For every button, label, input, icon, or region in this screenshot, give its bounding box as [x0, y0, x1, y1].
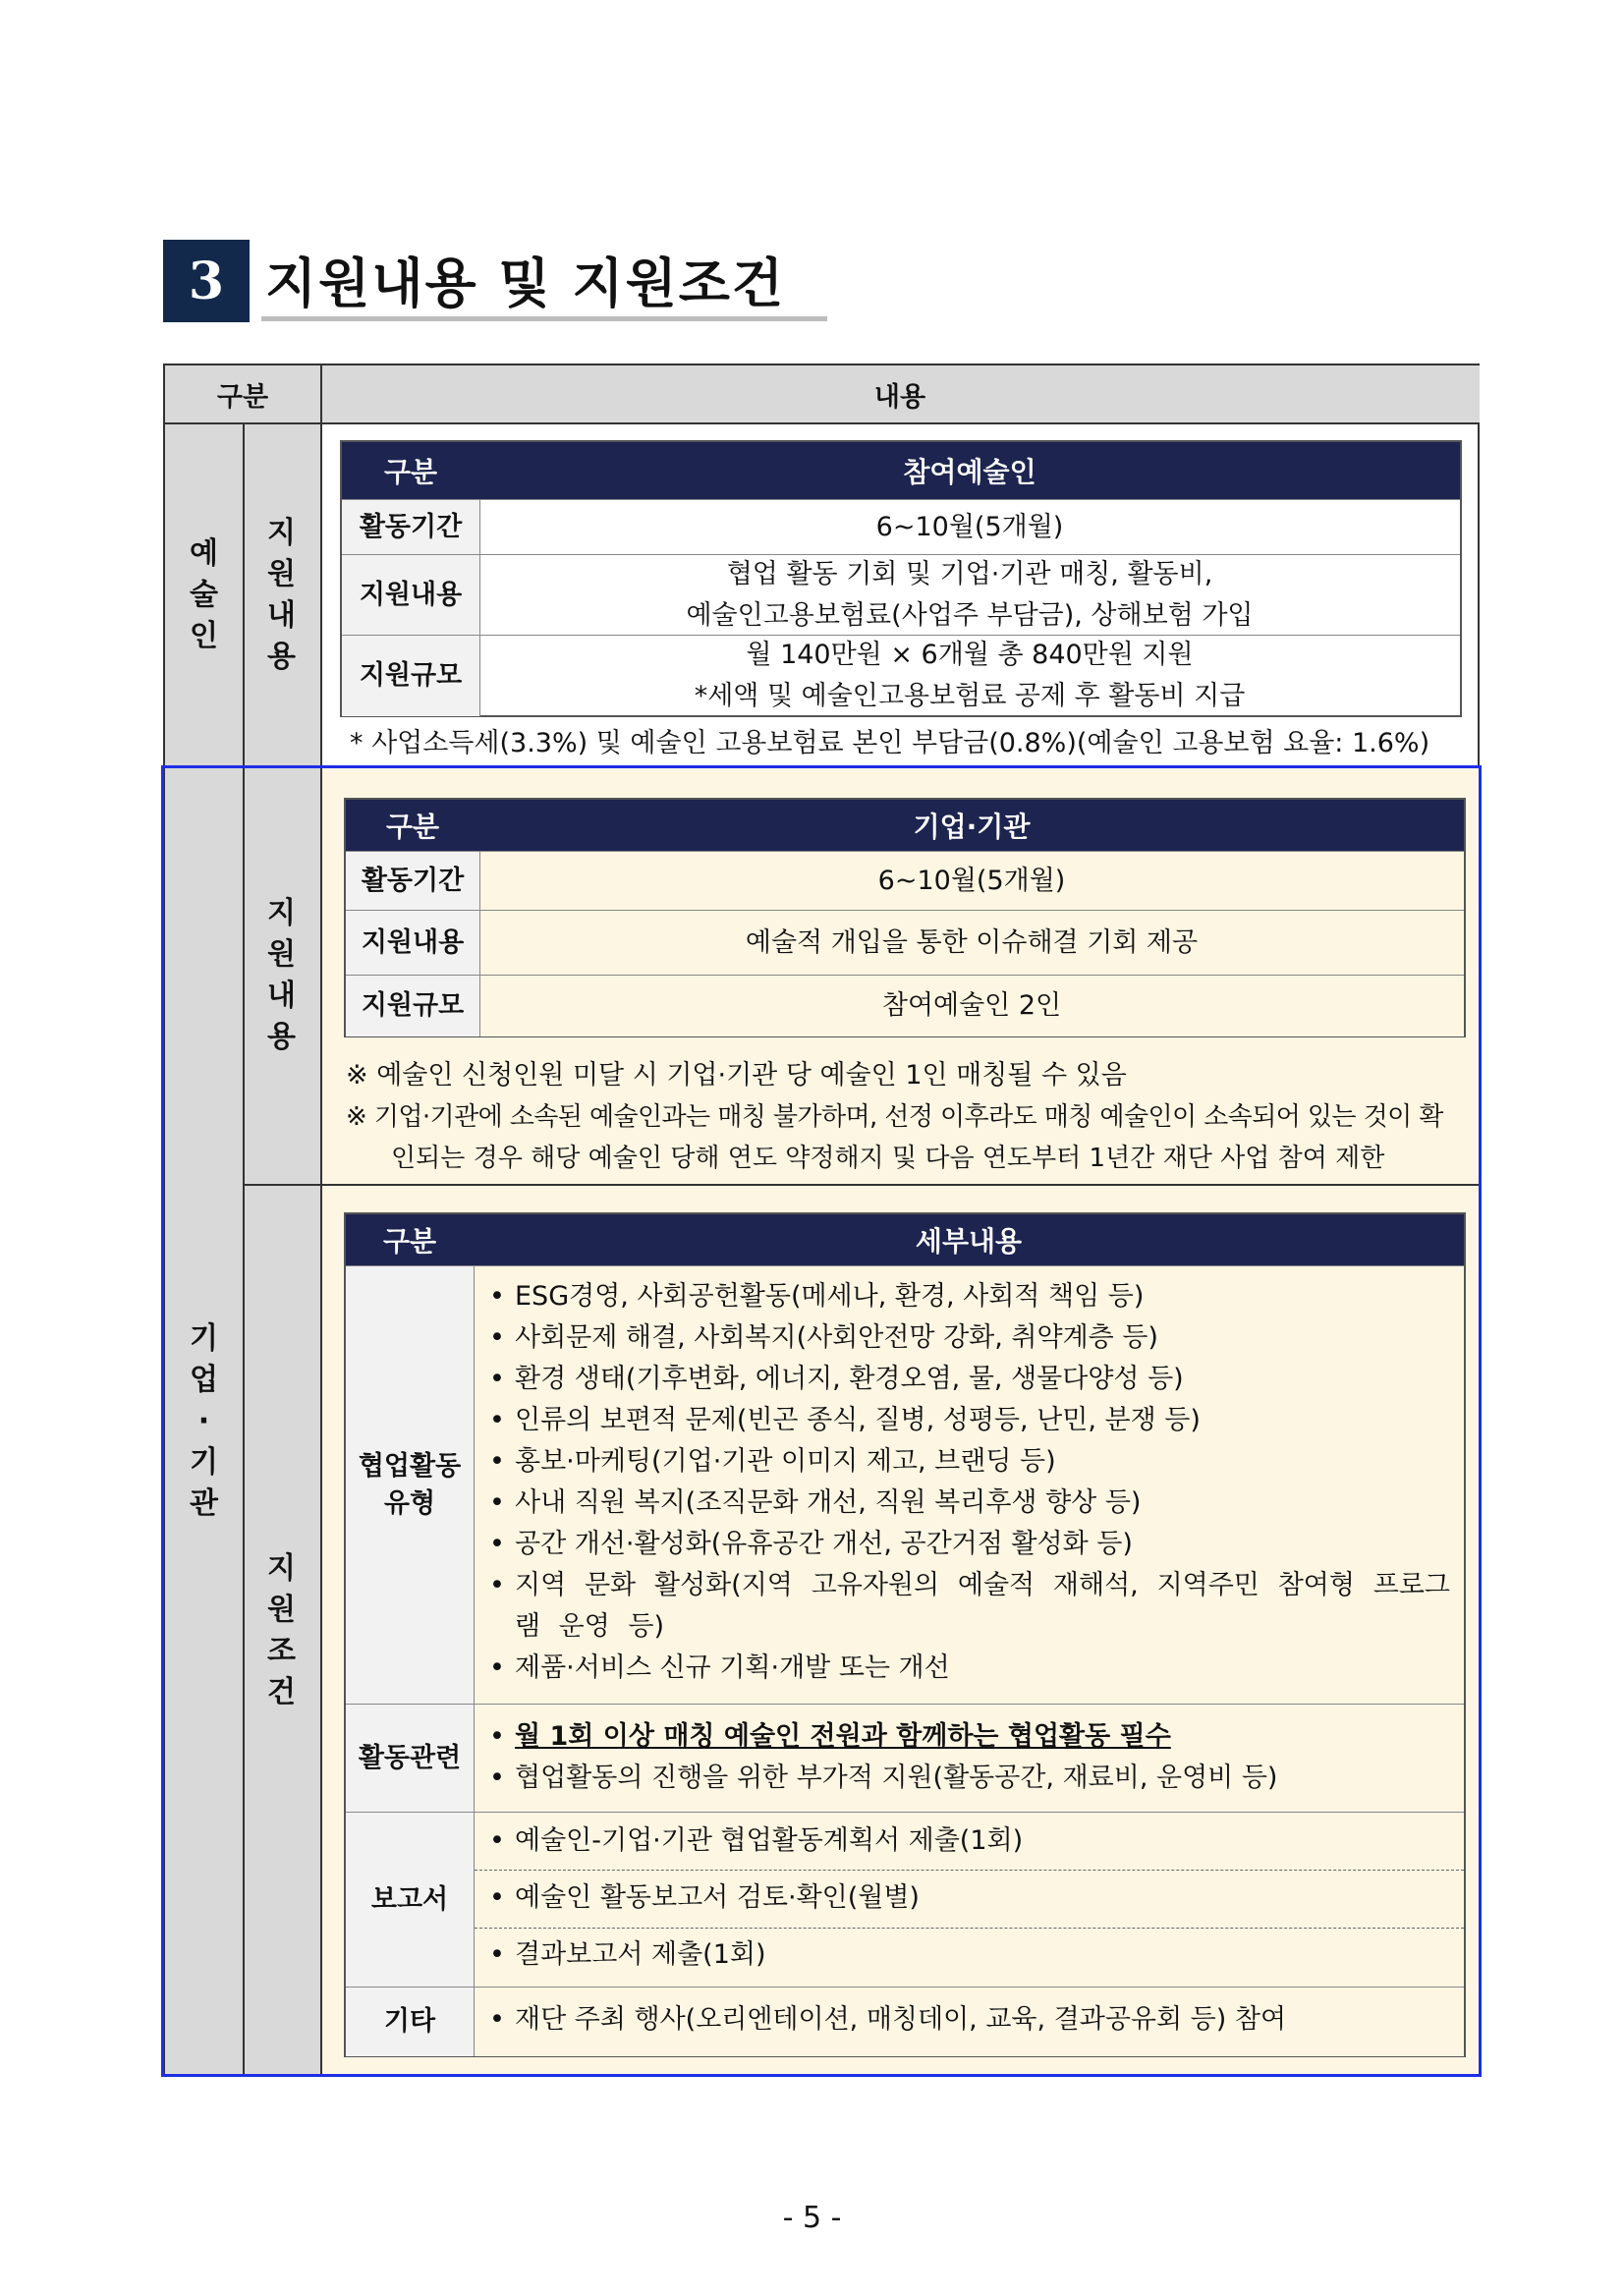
activity-list	[487, 1716, 1450, 1799]
collab-type-label: 협업활동 유형	[346, 1266, 475, 1705]
company-conditions-table	[344, 1212, 1466, 2057]
section-number: 3	[163, 240, 250, 322]
list-item: • 예술인 활동보고서 검토·확인(월별)	[487, 1877, 1450, 1934]
collab-type-list	[487, 1276, 1450, 1689]
artist-table-head-artist: 참여예술인	[903, 456, 1036, 488]
company-table-head-org: 기업·기관	[913, 811, 1031, 843]
table-row: 지원규모 참여예술인 2인	[346, 975, 1464, 1036]
list-item: • ESG경영, 사회공헌활동(메세나, 환경, 사회적 책임 등)	[487, 1276, 1450, 1317]
table-row	[346, 1704, 1464, 1813]
artist-support-table	[340, 440, 1462, 717]
report-label: 보고서	[346, 1813, 475, 1988]
sub-label-company-support: 지 원 내 용	[243, 767, 320, 1184]
conditions-head-category: 구분	[382, 1225, 437, 1258]
list-item: • 인류의 보편적 문제(빈곤 종식, 질병, 성평등, 난민, 분쟁 등)	[487, 1400, 1450, 1441]
company-support-table	[344, 798, 1466, 1037]
artist-table-head-category: 구분	[383, 456, 438, 488]
outer-header-content: 내용	[320, 365, 1480, 422]
activity-label: 활동관련	[346, 1705, 475, 1813]
required-activity-text: 월 1회 이상 매칭 예술인 전원과 함께하는 협업활동 필수	[515, 1721, 1171, 1752]
table-row: 지원내용 협업 활동 기회 및 기업·기관 매칭, 활동비, 예술인고용보험료(사업주 부담금), 상해보험 가입	[342, 554, 1460, 636]
section-underline	[261, 316, 827, 321]
list-item	[487, 1716, 1450, 1758]
company-table-head-category: 구분	[385, 811, 440, 843]
list-item: • 사회문제 해결, 사회복지(사회안전망 강화, 취약계층 등)	[487, 1317, 1450, 1359]
sub-label-company-conditions: 지 원 조 건	[243, 1186, 320, 2075]
section-title: 지원내용 및 지원조건	[265, 252, 786, 314]
company-note-2: ※ 기업·기관에 소속된 예술인과는 매칭 불가하며, 선정 이후라도 매칭 예술인이 소속되어 있는 것이 확	[346, 1102, 1443, 1132]
group-label-artist: 예 술 인	[165, 424, 243, 765]
table-row: 활동기간 6~10월(5개월)	[346, 851, 1464, 911]
outer-header-category: 구분	[165, 365, 320, 422]
etc-list	[487, 1999, 1450, 2041]
list-item: • 공간 개선·활성화(유휴공간 개선, 공간거점 활성화 등)	[487, 1524, 1450, 1565]
list-item: • 홍보·마케팅(기업·기관 이미지 제고, 브랜딩 등)	[487, 1441, 1450, 1483]
group-label-company: 기 업 · 기 관	[165, 767, 243, 2075]
page-number: - 5 -	[782, 2201, 842, 2235]
list-item: • 환경 생태(기후변화, 에너지, 환경오염, 물, 생물다양성 등)	[487, 1359, 1450, 1400]
table-row	[346, 1265, 1464, 1705]
list-item: • 지역 문화 활성화(지역 고유자원의 예술적 재해석, 지역주민 참여형 프로그램 운영 등)	[487, 1565, 1450, 1648]
list-item: • 재단 주최 행사(오리엔테이션, 매칭데이, 교육, 결과공유회 등) 참여	[487, 1999, 1450, 2041]
support-table	[163, 364, 1480, 2075]
list-item: • 예술인-기업·기관 협업활동계획서 제출(1회)	[487, 1820, 1450, 1877]
artist-tax-note: * 사업소득세(3.3%) 및 예술인 고용보험료 본인 부담금(0.8%)(예술인 고용보험 요율: 1.6%)	[350, 728, 1430, 758]
table-row	[346, 1812, 1464, 1988]
list-item: • 사내 직원 복지(조직문화 개선, 직원 복리후생 향상 등)	[487, 1483, 1450, 1524]
table-row: 활동기간 6~10월(5개월)	[342, 499, 1460, 555]
company-note-3: 인되는 경우 해당 예술인 당해 연도 약정해지 및 다음 연도부터 1년간 재단 사업 참여 제한	[391, 1144, 1385, 1173]
list-item: • 협업활동의 진행을 위한 부가적 지원(활동공간, 재료비, 운영비 등)	[487, 1758, 1450, 1799]
report-list	[487, 1820, 1450, 1991]
list-item: • 제품·서비스 신규 기획·개발 또는 개선	[487, 1648, 1450, 1689]
table-row: 지원규모 월 140만원 × 6개월 총 840만원 지원 *세액 및 예술인고용보험료 공제 후 활동비 지급	[342, 635, 1460, 716]
sub-label-artist-support: 지 원 내 용	[243, 424, 320, 765]
etc-label: 기타	[346, 1988, 475, 2056]
table-row	[346, 1987, 1464, 2056]
conditions-head-detail: 세부내용	[915, 1225, 1023, 1258]
list-item: • 결과보고서 제출(1회)	[487, 1934, 1450, 1991]
company-note-1: ※ 예술인 신청인원 미달 시 기업·기관 당 예술인 1인 매칭될 수 있음	[346, 1060, 1127, 1091]
table-row: 지원내용 예술적 개입을 통한 이슈해결 기회 제공	[346, 910, 1464, 976]
